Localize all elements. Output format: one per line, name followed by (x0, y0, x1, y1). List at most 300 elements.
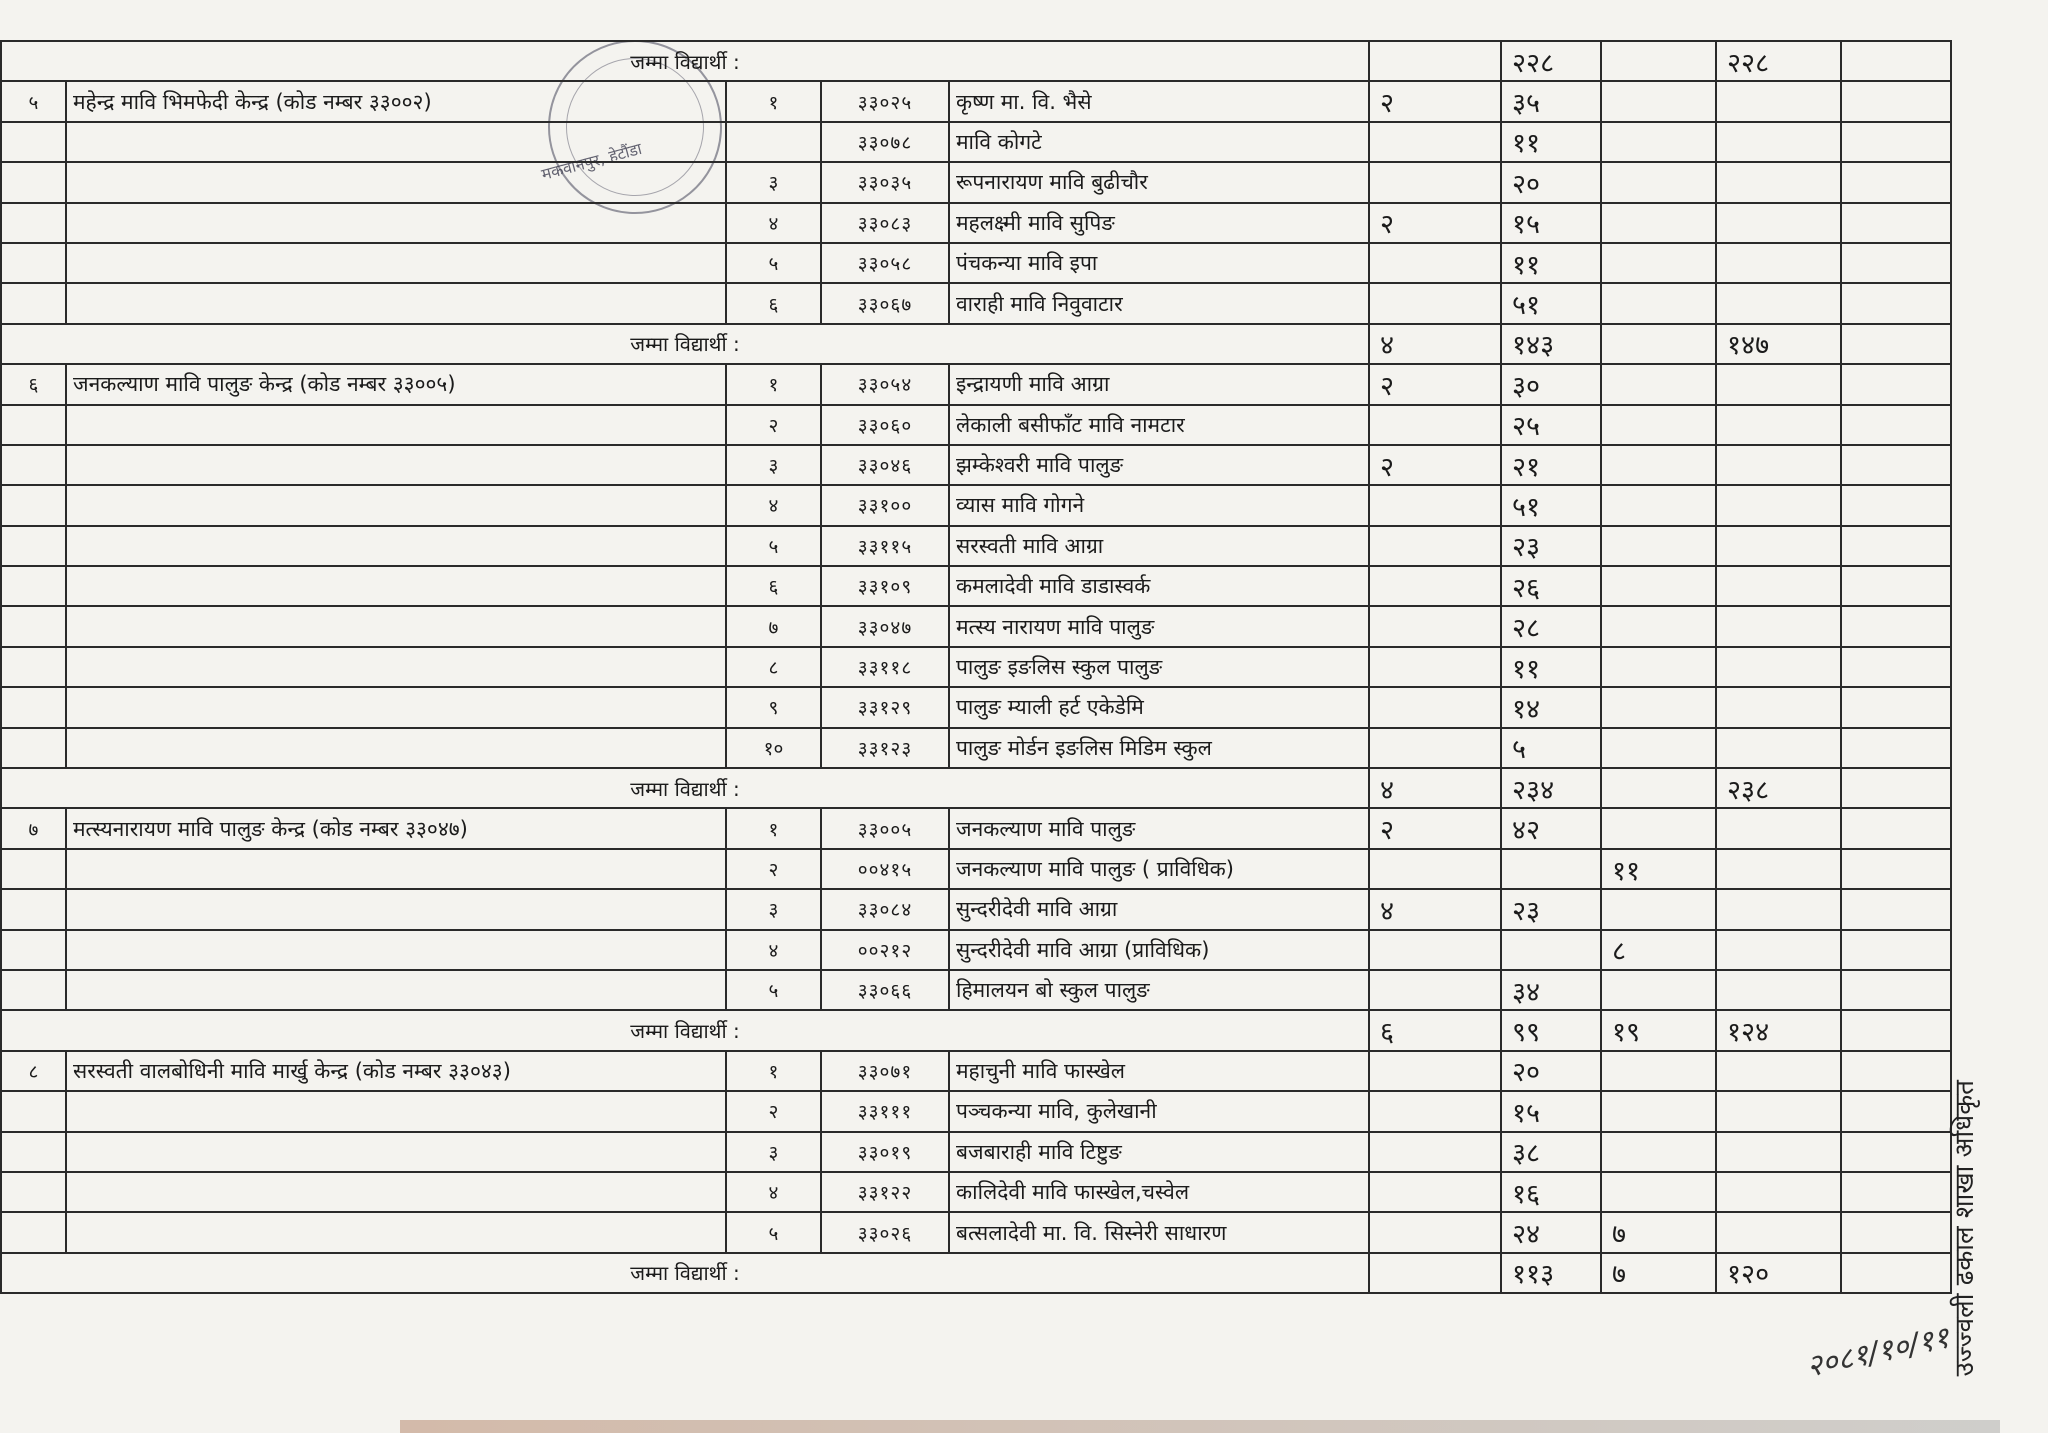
center-number (1, 485, 66, 525)
remarks-cell (1841, 243, 1951, 283)
remarks-cell (1841, 687, 1951, 727)
center-name: महेन्द्र मावि भिमफेदी केन्द्र (कोड नम्बर ३३००२) (66, 81, 726, 121)
total-col-1 (1369, 41, 1501, 81)
remarks-cell (1841, 41, 1951, 81)
remarks-cell (1841, 485, 1951, 525)
count-col-1 (1369, 566, 1501, 606)
school-code: ३३०५४ (821, 364, 949, 404)
school-code: ३३०२६ (821, 1212, 949, 1252)
count-col-3 (1601, 283, 1716, 323)
school-code: ३३०८३ (821, 203, 949, 243)
count-col-2: ३४ (1501, 970, 1601, 1010)
page-bottom-edge (400, 1420, 2000, 1433)
center-number (1, 405, 66, 445)
remarks-cell (1841, 1172, 1951, 1212)
table-row (1, 162, 1951, 202)
school-name: बत्सलादेवी मा. वि. सिस्नेरी साधारण (949, 1212, 1369, 1252)
count-col-1 (1369, 1132, 1501, 1172)
serial-number: १ (726, 81, 821, 121)
center-name: सरस्वती वालबोधिनी मावि मार्खु केन्द्र (कोड नम्बर ३३०४३) (66, 1051, 726, 1091)
count-col-2: ५१ (1501, 283, 1601, 323)
count-col-1: २ (1369, 808, 1501, 848)
school-name: वाराही मावि निवुवाटार (949, 283, 1369, 323)
serial-number: ५ (726, 526, 821, 566)
total-col-3 (1601, 768, 1716, 808)
count-col-2: २० (1501, 1051, 1601, 1091)
table-row (1, 364, 1951, 404)
center-name (66, 162, 726, 202)
school-code: ३३०८४ (821, 889, 949, 929)
remarks-cell (1841, 889, 1951, 929)
count-col-2: १५ (1501, 1091, 1601, 1131)
serial-number: ३ (726, 445, 821, 485)
count-col-3 (1601, 243, 1716, 283)
count-col-3 (1601, 445, 1716, 485)
school-code: ३३०६६ (821, 970, 949, 1010)
count-col-2: ४२ (1501, 808, 1601, 848)
remarks-cell (1841, 405, 1951, 445)
count-col-4 (1716, 445, 1841, 485)
remarks-cell (1841, 1212, 1951, 1252)
table-row (1, 808, 1951, 848)
count-col-3 (1601, 162, 1716, 202)
center-name (66, 970, 726, 1010)
table-row (1, 203, 1951, 243)
remarks-cell (1841, 526, 1951, 566)
center-name (66, 485, 726, 525)
table-row (1, 445, 1951, 485)
school-name: व्यास मावि गोगने (949, 485, 1369, 525)
count-col-3 (1601, 889, 1716, 929)
count-col-4 (1716, 606, 1841, 646)
serial-number: १ (726, 808, 821, 848)
signature-date: २०८१/१०/११ (1803, 1320, 1953, 1385)
school-code: ३३०१९ (821, 1132, 949, 1172)
table-body (1, 41, 1951, 1293)
table-row (1, 647, 1951, 687)
remarks-cell (1841, 606, 1951, 646)
count-col-3: ८ (1601, 930, 1716, 970)
school-name: बजबाराही मावि टिष्टुङ (949, 1132, 1369, 1172)
count-col-2: २५ (1501, 405, 1601, 445)
total-row (1, 324, 1951, 364)
school-name: जनकल्याण मावि पालुङ ( प्राविधिक) (949, 849, 1369, 889)
school-code: ३३११५ (821, 526, 949, 566)
count-col-2: ५ (1501, 728, 1601, 768)
count-col-2: ११ (1501, 243, 1601, 283)
school-name: पालुङ मोर्डन इङलिस मिडिम स्कुल (949, 728, 1369, 768)
center-number (1, 647, 66, 687)
center-number (1, 606, 66, 646)
count-col-3 (1601, 566, 1716, 606)
serial-number: २ (726, 1091, 821, 1131)
table-row (1, 930, 1951, 970)
center-number (1, 1172, 66, 1212)
serial-number: ३ (726, 1132, 821, 1172)
count-col-4 (1716, 687, 1841, 727)
remarks-cell (1841, 1132, 1951, 1172)
count-col-3 (1601, 728, 1716, 768)
school-code: ३३१०९ (821, 566, 949, 606)
school-code: ३३०६० (821, 405, 949, 445)
serial-number: ४ (726, 485, 821, 525)
remarks-cell (1841, 81, 1951, 121)
count-col-2: २३ (1501, 526, 1601, 566)
total-col-2: ११३ (1501, 1253, 1601, 1293)
table-row (1, 970, 1951, 1010)
total-label: जम्मा विद्यार्थी : (1, 1253, 1369, 1293)
count-col-1 (1369, 526, 1501, 566)
school-name: महलक्ष्मी मावि सुपिङ (949, 203, 1369, 243)
serial-number: ७ (726, 606, 821, 646)
center-number: ६ (1, 364, 66, 404)
count-col-3 (1601, 122, 1716, 162)
center-name (66, 889, 726, 929)
count-col-4 (1716, 728, 1841, 768)
center-number (1, 970, 66, 1010)
count-col-4 (1716, 526, 1841, 566)
school-name: कालिदेवी मावि फास्खेल,चस्वेल (949, 1172, 1369, 1212)
school-name: पंचकन्या मावि इपा (949, 243, 1369, 283)
total-label: जम्मा विद्यार्थी : (1, 1010, 1369, 1050)
center-number (1, 930, 66, 970)
table-row (1, 1051, 1951, 1091)
center-number (1, 1132, 66, 1172)
count-col-3: ११ (1601, 849, 1716, 889)
center-name (66, 849, 726, 889)
center-name (66, 566, 726, 606)
count-col-4 (1716, 930, 1841, 970)
total-row (1, 1010, 1951, 1050)
center-number (1, 243, 66, 283)
count-col-1: २ (1369, 445, 1501, 485)
remarks-cell (1841, 647, 1951, 687)
total-label: जम्मा विद्यार्थी : (1, 324, 1369, 364)
serial-number: ४ (726, 203, 821, 243)
school-code: ३३०३५ (821, 162, 949, 202)
count-col-3 (1601, 1132, 1716, 1172)
school-name: झम्केश्वरी मावि पालुङ (949, 445, 1369, 485)
count-col-1 (1369, 849, 1501, 889)
count-col-4 (1716, 1051, 1841, 1091)
table-row (1, 526, 1951, 566)
count-col-4 (1716, 405, 1841, 445)
count-col-2: ५१ (1501, 485, 1601, 525)
school-name: मावि कोगटे (949, 122, 1369, 162)
count-col-3 (1601, 687, 1716, 727)
remarks-cell (1841, 728, 1951, 768)
center-number (1, 687, 66, 727)
count-col-2: १६ (1501, 1172, 1601, 1212)
school-code: ३३०४६ (821, 445, 949, 485)
table-row (1, 1212, 1951, 1252)
count-col-2 (1501, 849, 1601, 889)
total-col-3: १९ (1601, 1010, 1716, 1050)
table-row (1, 405, 1951, 445)
total-label: जम्मा विद्यार्थी : (1, 41, 1369, 81)
count-col-2: १५ (1501, 203, 1601, 243)
table-row (1, 566, 1951, 606)
center-name: जनकल्याण मावि पालुङ केन्द्र (कोड नम्बर ३३००५) (66, 364, 726, 404)
school-name: पालुङ म्याली हर्ट एकेडेमि (949, 687, 1369, 727)
count-col-4 (1716, 1132, 1841, 1172)
school-name: मत्स्य नारायण मावि पालुङ (949, 606, 1369, 646)
center-name (66, 1172, 726, 1212)
table-row (1, 81, 1951, 121)
count-col-3 (1601, 1091, 1716, 1131)
center-number (1, 283, 66, 323)
total-col-4: २२८ (1716, 41, 1841, 81)
count-col-1 (1369, 647, 1501, 687)
remarks-cell (1841, 566, 1951, 606)
center-name (66, 728, 726, 768)
serial-number: ४ (726, 1172, 821, 1212)
total-col-4: १२४ (1716, 1010, 1841, 1050)
remarks-cell (1841, 849, 1951, 889)
center-name (66, 1212, 726, 1252)
school-code: ३३०६७ (821, 283, 949, 323)
serial-number: १० (726, 728, 821, 768)
school-name: महाचुनी मावि फास्खेल (949, 1051, 1369, 1091)
count-col-1: २ (1369, 203, 1501, 243)
count-col-4 (1716, 849, 1841, 889)
center-number (1, 566, 66, 606)
total-col-3 (1601, 41, 1716, 81)
school-name: पालुङ इङलिस स्कुल पालुङ (949, 647, 1369, 687)
count-col-1: २ (1369, 81, 1501, 121)
count-col-2: ११ (1501, 122, 1601, 162)
center-number (1, 526, 66, 566)
count-col-2 (1501, 930, 1601, 970)
count-col-4 (1716, 1172, 1841, 1212)
count-col-3 (1601, 405, 1716, 445)
total-label: जम्मा विद्यार्थी : (1, 768, 1369, 808)
table-row (1, 1091, 1951, 1131)
remarks-cell (1841, 283, 1951, 323)
table-row (1, 728, 1951, 768)
count-col-4 (1716, 647, 1841, 687)
serial-number: २ (726, 849, 821, 889)
serial-number: ५ (726, 243, 821, 283)
side-note: उज्ज्वली ढकाल शाखा अधिकृत (1950, 1080, 1980, 1377)
table-row (1, 243, 1951, 283)
center-number: ५ (1, 81, 66, 121)
school-name: हिमालयन बो स्कुल पालुङ (949, 970, 1369, 1010)
count-col-3 (1601, 970, 1716, 1010)
school-code: ३३१११ (821, 1091, 949, 1131)
count-col-4 (1716, 203, 1841, 243)
school-name: कमलादेवी मावि डाडास्वर्क (949, 566, 1369, 606)
count-col-4 (1716, 970, 1841, 1010)
school-name: सरस्वती मावि आग्रा (949, 526, 1369, 566)
serial-number: ५ (726, 1212, 821, 1252)
count-col-2: २० (1501, 162, 1601, 202)
school-name: कृष्ण मा. वि. भैसे (949, 81, 1369, 121)
center-name (66, 930, 726, 970)
center-number (1, 122, 66, 162)
count-col-4 (1716, 283, 1841, 323)
count-col-1 (1369, 405, 1501, 445)
count-col-1 (1369, 122, 1501, 162)
school-code: ३३०२५ (821, 81, 949, 121)
school-code: ३३०७१ (821, 1051, 949, 1091)
table-row (1, 283, 1951, 323)
table-row (1, 606, 1951, 646)
count-col-3 (1601, 1051, 1716, 1091)
total-col-1 (1369, 1253, 1501, 1293)
remarks-cell (1841, 1051, 1951, 1091)
count-col-3: ७ (1601, 1212, 1716, 1252)
school-code: ३३१२२ (821, 1172, 949, 1212)
total-col-1: ६ (1369, 1010, 1501, 1050)
count-col-1 (1369, 485, 1501, 525)
remarks-cell (1841, 1010, 1951, 1050)
count-col-3 (1601, 81, 1716, 121)
serial-number: २ (726, 405, 821, 445)
school-code: ००४१५ (821, 849, 949, 889)
center-number (1, 1091, 66, 1131)
center-number (1, 1212, 66, 1252)
count-col-2: १४ (1501, 687, 1601, 727)
center-name (66, 243, 726, 283)
count-col-1: ४ (1369, 889, 1501, 929)
total-col-2: २३४ (1501, 768, 1601, 808)
count-col-2: ३८ (1501, 1132, 1601, 1172)
center-name (66, 687, 726, 727)
remarks-cell (1841, 930, 1951, 970)
count-col-1 (1369, 930, 1501, 970)
total-col-2: १४३ (1501, 324, 1601, 364)
total-col-4: १२० (1716, 1253, 1841, 1293)
table-row (1, 1172, 1951, 1212)
count-col-4 (1716, 485, 1841, 525)
count-col-4 (1716, 364, 1841, 404)
center-name: मत्स्यनारायण मावि पालुङ केन्द्र (कोड नम्बर ३३०४७) (66, 808, 726, 848)
total-row (1, 768, 1951, 808)
count-col-2: २१ (1501, 445, 1601, 485)
remarks-cell (1841, 768, 1951, 808)
count-col-1 (1369, 1091, 1501, 1131)
serial-number (726, 122, 821, 162)
count-col-1: २ (1369, 364, 1501, 404)
remarks-cell (1841, 808, 1951, 848)
remarks-cell (1841, 324, 1951, 364)
school-name: सुन्दरीदेवी मावि आग्रा (949, 889, 1369, 929)
count-col-2: ११ (1501, 647, 1601, 687)
count-col-3 (1601, 526, 1716, 566)
center-name (66, 445, 726, 485)
count-col-1 (1369, 687, 1501, 727)
count-col-2: २६ (1501, 566, 1601, 606)
center-name (66, 606, 726, 646)
table-row (1, 687, 1951, 727)
total-col-1: ४ (1369, 768, 1501, 808)
count-col-3 (1601, 606, 1716, 646)
school-code: ३३०४७ (821, 606, 949, 646)
table-row (1, 889, 1951, 929)
count-col-1 (1369, 243, 1501, 283)
serial-number: ८ (726, 647, 821, 687)
remarks-cell (1841, 203, 1951, 243)
count-col-3 (1601, 203, 1716, 243)
serial-number: ६ (726, 566, 821, 606)
count-col-4 (1716, 889, 1841, 929)
school-code: ३३११८ (821, 647, 949, 687)
center-number (1, 889, 66, 929)
total-row (1, 1253, 1951, 1293)
school-code: ३३१२३ (821, 728, 949, 768)
count-col-1 (1369, 1212, 1501, 1252)
remarks-cell (1841, 364, 1951, 404)
count-col-3 (1601, 1172, 1716, 1212)
count-col-3 (1601, 647, 1716, 687)
total-col-2: ९९ (1501, 1010, 1601, 1050)
table-row (1, 485, 1951, 525)
count-col-4 (1716, 1212, 1841, 1252)
serial-number: ९ (726, 687, 821, 727)
count-col-2: २३ (1501, 889, 1601, 929)
school-code: ३३१२९ (821, 687, 949, 727)
center-number (1, 849, 66, 889)
count-col-4 (1716, 122, 1841, 162)
count-col-1 (1369, 970, 1501, 1010)
count-col-1 (1369, 606, 1501, 646)
remarks-cell (1841, 122, 1951, 162)
remarks-cell (1841, 445, 1951, 485)
school-name: लेकाली बसीफाँट मावि नामटार (949, 405, 1369, 445)
count-col-1 (1369, 283, 1501, 323)
count-col-4 (1716, 566, 1841, 606)
center-name (66, 283, 726, 323)
school-code: ३३१०० (821, 485, 949, 525)
total-row (1, 41, 1951, 81)
total-col-2: २२८ (1501, 41, 1601, 81)
school-name: इन्द्रायणी मावि आग्रा (949, 364, 1369, 404)
count-col-2: २८ (1501, 606, 1601, 646)
serial-number: ६ (726, 283, 821, 323)
center-name (66, 203, 726, 243)
center-number (1, 728, 66, 768)
count-col-2: २४ (1501, 1212, 1601, 1252)
school-name: रूपनारायण मावि बुढीचौर (949, 162, 1369, 202)
center-name (66, 647, 726, 687)
school-code: ००२१२ (821, 930, 949, 970)
center-name (66, 122, 726, 162)
serial-number: ३ (726, 889, 821, 929)
serial-number: ३ (726, 162, 821, 202)
center-name (66, 1091, 726, 1131)
center-number: ७ (1, 808, 66, 848)
school-code: ३३००५ (821, 808, 949, 848)
total-col-4: २३८ (1716, 768, 1841, 808)
exam-center-table (0, 40, 1952, 1294)
count-col-4 (1716, 81, 1841, 121)
count-col-2: ३५ (1501, 81, 1601, 121)
count-col-4 (1716, 808, 1841, 848)
remarks-cell (1841, 1253, 1951, 1293)
count-col-1 (1369, 162, 1501, 202)
stamp-caption: मकवानपुर, हेटौंडा (539, 138, 644, 184)
count-col-3 (1601, 485, 1716, 525)
center-name (66, 405, 726, 445)
table-row (1, 849, 1951, 889)
count-col-1 (1369, 1051, 1501, 1091)
center-name (66, 526, 726, 566)
school-code: ३३०५८ (821, 243, 949, 283)
serial-number: ५ (726, 970, 821, 1010)
count-col-2: ३० (1501, 364, 1601, 404)
serial-number: ४ (726, 930, 821, 970)
